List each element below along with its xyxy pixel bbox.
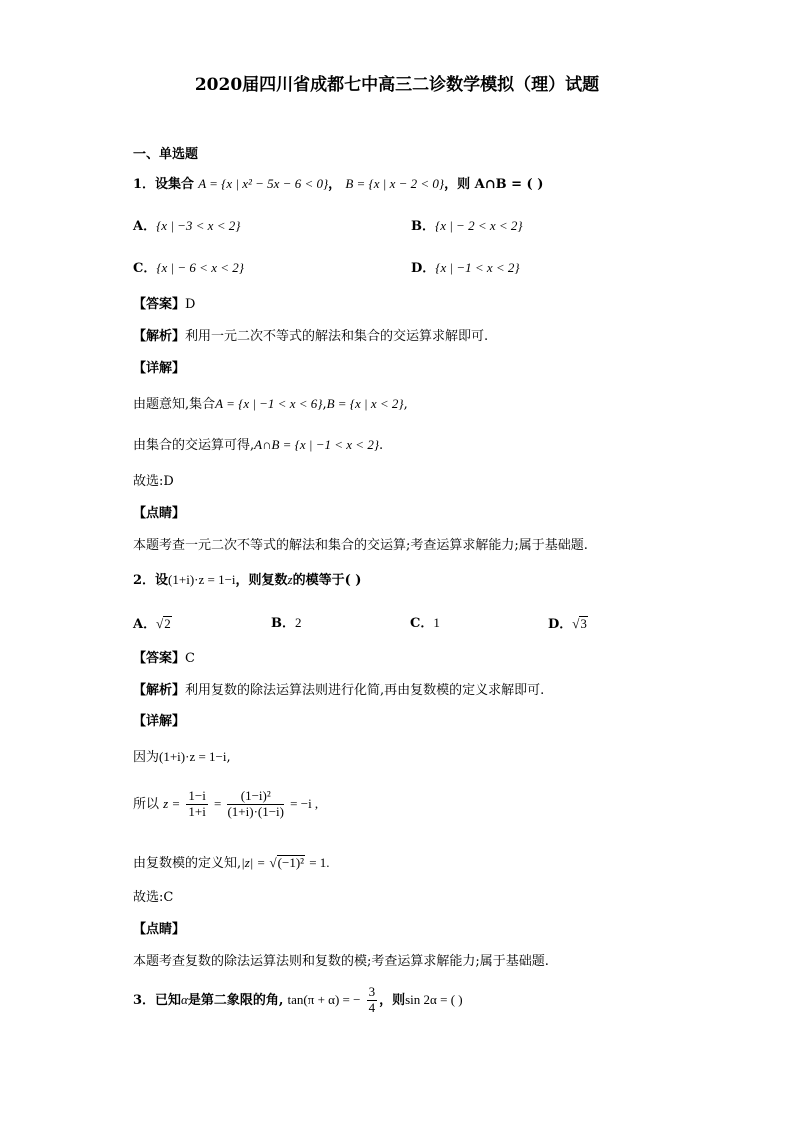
- q1-detail-line-2: [133, 438, 383, 452]
- question-1-stem: 1．设集合 A = {x | x² − 5x − 6 < 0}， B = {x | x − 2 < 0}，则 A∩B = ( ): [133, 176, 544, 192]
- q1-comment-label: 【点睛】: [133, 506, 186, 521]
- numerator: (1−i)²: [227, 789, 284, 805]
- option-label: B．: [271, 616, 295, 631]
- q2-option-c: [410, 616, 440, 630]
- q1-option-b: [411, 219, 523, 233]
- text: 是第二象限的角,: [187, 992, 284, 1008]
- q2-comment: 本题考查复数的除法运算法则和复数的模;考查运算求解能力;属于基础题.: [133, 954, 549, 969]
- text: ,: [322, 397, 327, 412]
- q2-detail-label: 【详解】: [133, 714, 186, 729]
- analysis-label: 【解析】: [133, 329, 186, 344]
- option-label: D．: [548, 617, 573, 632]
- formula: (1+i)·z = 1−i: [159, 749, 227, 764]
- q1-option-a: [133, 219, 240, 233]
- q2-choose: 故选:C: [133, 890, 174, 905]
- q2-option-d: [548, 616, 588, 631]
- radicand: 3: [580, 616, 587, 631]
- option-label: C．: [133, 261, 157, 276]
- radicand: (−1)²: [277, 855, 305, 870]
- formula: A∩B = {x | −1 < x < 2}: [254, 437, 380, 452]
- option-text: {x | −3 < x < 2}: [156, 218, 241, 233]
- q1-set-b: B = {x | x − 2 < 0}: [345, 176, 445, 191]
- sqrt-2: √2: [156, 616, 171, 631]
- fraction: [367, 985, 378, 1016]
- text: ，则: [379, 992, 406, 1008]
- formula: B = {x | x < 2}: [326, 396, 404, 411]
- q2-prefix: 2．设: [133, 573, 169, 588]
- q1-option-c: [133, 261, 244, 275]
- q1-ask: ，则 A∩B = ( ): [444, 177, 544, 192]
- fraction: [227, 789, 284, 820]
- denominator: (1+i)·(1−i): [227, 803, 285, 819]
- q1-analysis: [133, 330, 488, 343]
- option-text: {x | − 6 < x < 2}: [156, 260, 244, 275]
- text: .: [379, 438, 384, 453]
- option-label: B．: [411, 219, 435, 234]
- q1-prefix: 1．设集合: [133, 177, 195, 192]
- question-3-stem: [133, 985, 463, 1016]
- section-heading: 一、单选题: [133, 147, 199, 162]
- sqrt: √(−1)²: [269, 855, 305, 870]
- formula: = −i ,: [290, 795, 319, 811]
- q2-option-a: [133, 616, 172, 631]
- radicand: 2: [164, 616, 171, 631]
- question-2-stem: [133, 573, 361, 587]
- option-label: C．: [410, 616, 434, 631]
- text: 由集合的交运算可得,: [133, 438, 255, 453]
- fraction: [186, 789, 207, 820]
- answer-value: C: [185, 651, 195, 666]
- q2-comment-label: 【点睛】: [133, 922, 186, 937]
- option-text: 2: [295, 615, 302, 630]
- page-title: 2020届四川省成都七中高三二诊数学模拟（理）试题: [194, 75, 600, 95]
- option-label: D．: [411, 261, 436, 276]
- answer-label: 【答案】: [133, 651, 186, 666]
- q1-option-d: [411, 261, 520, 275]
- option-text: 1: [433, 615, 440, 630]
- numerator: 1−i: [188, 788, 206, 803]
- formula: tan(π + α) = −: [287, 991, 361, 1007]
- q2-detail-line-1: [133, 750, 231, 764]
- q2-detail-line-3: [133, 855, 330, 870]
- q1-comment: 本题考查一元二次不等式的解法和集合的交运算;考查运算求解能力;属于基础题.: [133, 538, 588, 553]
- text: 由题意知,集合: [133, 397, 216, 412]
- q1-detail-line-1: [133, 397, 408, 411]
- answer-label: 【答案】: [133, 297, 186, 312]
- option-label: A．: [133, 219, 157, 234]
- text: 由复数模的定义知,: [133, 856, 242, 871]
- denominator: 1+i: [188, 803, 206, 819]
- q2-answer: [133, 652, 195, 665]
- analysis-text: 利用一元二次不等式的解法和集合的交运算求解即可.: [185, 329, 489, 344]
- formula: = 1.: [309, 855, 330, 870]
- formula: |z| =: [241, 855, 266, 870]
- numerator: 3: [368, 984, 376, 999]
- q2-detail-line-2: [133, 789, 318, 820]
- formula: A = {x | −1 < x < 6}: [215, 396, 323, 411]
- text: 因为: [133, 750, 160, 765]
- formula: α: [181, 991, 188, 1007]
- formula: (1+i)·z = 1−i: [168, 572, 236, 587]
- option-text: {x | −1 < x < 2}: [435, 260, 520, 275]
- analysis-label: 【解析】: [133, 683, 186, 698]
- text: 的模等于( ): [292, 573, 362, 588]
- text: 所以: [133, 796, 160, 812]
- formula: z: [287, 572, 293, 587]
- text: ,: [226, 750, 231, 765]
- formula: sin 2α = ( ): [405, 991, 463, 1007]
- q1-set-a: A = {x | x² − 5x − 6 < 0}: [198, 176, 329, 191]
- q1-detail-label: 【详解】: [133, 361, 186, 376]
- option-label: A．: [133, 617, 157, 632]
- formula: =: [213, 795, 222, 811]
- q1-answer: [133, 298, 195, 311]
- answer-value: D: [185, 297, 196, 312]
- text: ,: [403, 397, 408, 412]
- q3-prefix: 3．已知: [133, 992, 182, 1008]
- analysis-text: 利用复数的除法运算法则进行化简,再由复数模的定义求解即可.: [185, 683, 545, 698]
- q2-analysis: [133, 684, 544, 697]
- denominator: 4: [368, 999, 376, 1015]
- formula: z =: [163, 795, 181, 811]
- text: ，则复数: [235, 573, 288, 588]
- sqrt-3: √3: [572, 616, 587, 631]
- option-text: {x | − 2 < x < 2}: [435, 218, 523, 233]
- q1-choose: 故选:D: [133, 474, 174, 489]
- q2-option-b: [271, 616, 302, 630]
